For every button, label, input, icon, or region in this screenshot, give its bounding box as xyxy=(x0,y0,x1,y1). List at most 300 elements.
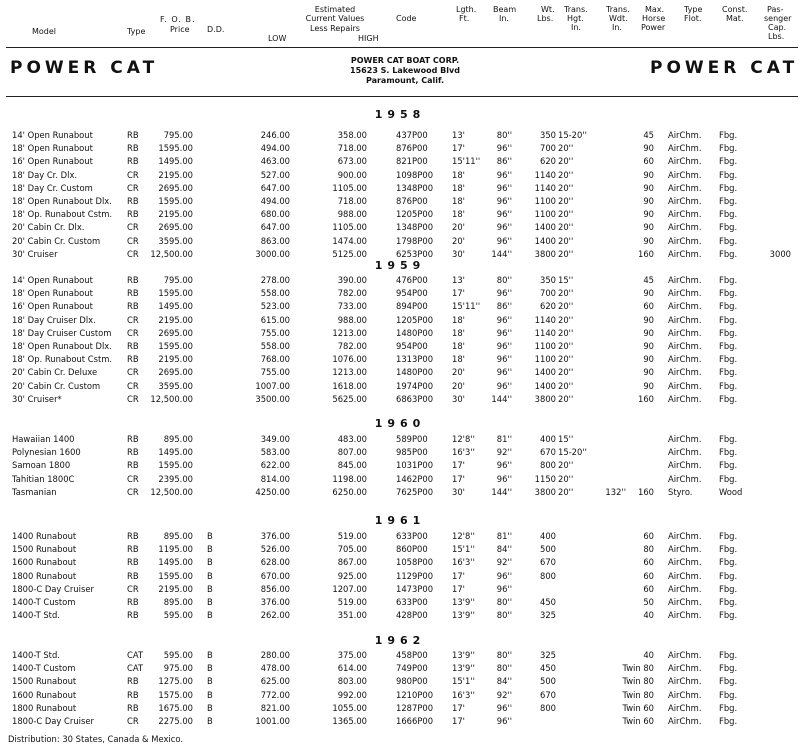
cell-high: 519.00 xyxy=(337,597,367,607)
col-header-wt2: Lbs. xyxy=(537,14,554,23)
cell-beam: 96'' xyxy=(496,235,512,246)
table-row xyxy=(0,142,807,155)
cell-price: 2695.00 xyxy=(158,367,193,378)
cell-beam: 96'' xyxy=(496,169,512,180)
cell-dd: B xyxy=(207,676,213,687)
col-header-trh1: Trans. xyxy=(564,5,588,14)
cell-length: 17' xyxy=(452,143,465,154)
cell-max-hp: 90 xyxy=(643,341,654,351)
col-header-hp2: Horse xyxy=(642,14,666,23)
cell-code: 1480P00 xyxy=(396,327,434,338)
cell-beam: 96'' xyxy=(496,473,512,484)
cell-type: RB xyxy=(127,156,139,167)
cell-dd: B xyxy=(207,650,213,660)
cell-model: 30' Cruiser* xyxy=(12,393,62,404)
cell-high: 803.00 xyxy=(337,676,367,687)
cell-construction: Fbg. xyxy=(719,460,738,471)
cell-low: 3000.00 xyxy=(255,248,290,259)
cell-beam: 80'' xyxy=(496,650,512,660)
cell-beam: 96'' xyxy=(496,288,512,299)
cell-beam: 96'' xyxy=(496,460,512,471)
cell-max-hp: 45 xyxy=(643,130,654,140)
cell-flotation: AirChm. xyxy=(668,583,702,594)
cell-code: 1348P00 xyxy=(396,222,434,233)
cell-length: 18' xyxy=(452,354,465,365)
cell-model: 16' Open Runabout xyxy=(12,301,93,312)
cell-model: 1500 Runabout xyxy=(12,676,77,687)
cell-low: 4250.00 xyxy=(255,486,290,497)
cell-code: 7625P00 xyxy=(396,486,434,497)
cell-type: RB xyxy=(127,288,139,299)
cell-construction: Fbg. xyxy=(719,473,738,484)
cell-high: 1618.00 xyxy=(332,380,367,391)
cell-code: 633P00 xyxy=(396,597,428,607)
cell-model: 18' Day Cr. Dlx. xyxy=(12,169,78,180)
cell-model: 1800-C Day Cruiser xyxy=(12,716,94,726)
cell-low: 526.00 xyxy=(260,544,290,555)
cell-dd: B xyxy=(207,702,213,713)
cell-weight: 620 xyxy=(540,156,556,167)
col-header-hp3: Power xyxy=(641,23,666,32)
cell-high: 733.00 xyxy=(337,301,367,312)
header-rule xyxy=(6,47,798,48)
cell-low: 1001.00 xyxy=(255,716,290,726)
cell-weight: 3800 xyxy=(534,248,556,259)
cell-beam: 80'' xyxy=(496,275,512,285)
table-row xyxy=(0,556,807,569)
table-row xyxy=(0,543,807,556)
cell-length: 20' xyxy=(452,235,465,246)
cell-model: 1800-C Day Cruiser xyxy=(12,583,94,594)
cell-price: 895.00 xyxy=(163,597,193,607)
cell-flotation: AirChm. xyxy=(668,393,702,404)
cell-price: 1195.00 xyxy=(158,544,193,555)
cell-max-hp: 160 xyxy=(638,248,654,259)
cell-low: 625.00 xyxy=(260,676,290,687)
cell-beam: 96'' xyxy=(496,583,512,594)
cell-flotation: AirChm. xyxy=(668,676,702,687)
cell-beam: 96'' xyxy=(496,196,512,206)
cell-max-hp: 90 xyxy=(643,327,654,338)
table-row xyxy=(0,675,807,688)
cell-beam: 84'' xyxy=(496,544,512,555)
cell-construction: Fbg. xyxy=(719,610,738,621)
cell-type: RB xyxy=(127,676,139,687)
cell-trans-height: 20'' xyxy=(558,301,574,312)
cell-type: RB xyxy=(127,689,139,700)
cell-length: 30' xyxy=(452,486,465,497)
cell-weight: 670 xyxy=(540,689,556,700)
cell-construction: Fbg. xyxy=(719,434,738,444)
cell-length: 18' xyxy=(452,314,465,325)
cell-high: 614.00 xyxy=(337,663,367,674)
cell-model: 14' Open Runabout xyxy=(12,275,93,285)
cell-weight: 1100 xyxy=(534,341,556,351)
cell-beam: 80'' xyxy=(496,130,512,140)
cell-high: 519.00 xyxy=(337,531,367,541)
table-row xyxy=(0,473,807,486)
cell-length: 13' xyxy=(452,130,465,140)
cell-beam: 84'' xyxy=(496,676,512,687)
cell-model: 20' Cabin Cr. Dlx. xyxy=(12,222,85,233)
cell-length: 17' xyxy=(452,702,465,713)
cell-trans-height: 20'' xyxy=(558,393,574,404)
cell-trans-height: 15'' xyxy=(558,434,574,444)
cell-flotation: AirChm. xyxy=(668,235,702,246)
cell-price: 1595.00 xyxy=(158,341,193,351)
cell-flotation: AirChm. xyxy=(668,327,702,338)
cell-model: Tahitian 1800C xyxy=(12,473,75,484)
cell-code: 1205P00 xyxy=(396,314,434,325)
cell-max-hp: 90 xyxy=(643,314,654,325)
cell-model: 14' Open Runabout xyxy=(12,130,93,140)
cell-construction: Fbg. xyxy=(719,393,738,404)
cell-flotation: AirChm. xyxy=(668,650,702,660)
cell-high: 1213.00 xyxy=(332,327,367,338)
cell-trans-height: 20'' xyxy=(558,367,574,378)
cell-type: CR xyxy=(127,716,139,726)
cell-max-hp: 60 xyxy=(643,557,654,568)
cell-price: 1595.00 xyxy=(158,460,193,471)
cell-flotation: AirChm. xyxy=(668,222,702,233)
cell-beam: 80'' xyxy=(496,610,512,621)
cell-price: 12,500.00 xyxy=(150,248,193,259)
cell-construction: Fbg. xyxy=(719,663,738,674)
cell-high: 925.00 xyxy=(337,570,367,581)
cell-flotation: AirChm. xyxy=(668,544,702,555)
cell-passenger-cap: 3000 xyxy=(769,248,791,259)
cell-length: 18' xyxy=(452,169,465,180)
table-row xyxy=(0,314,807,327)
table-row xyxy=(0,380,807,393)
cell-high: 6250.00 xyxy=(332,486,367,497)
cell-construction: Fbg. xyxy=(719,676,738,687)
cell-low: 376.00 xyxy=(260,531,290,541)
cell-length: 13'9'' xyxy=(452,663,475,674)
cell-low: 647.00 xyxy=(260,182,290,193)
cell-low: 463.00 xyxy=(260,156,290,167)
cell-high: 1105.00 xyxy=(332,182,367,193)
cell-low: 622.00 xyxy=(260,460,290,471)
cell-type: RB xyxy=(127,130,139,140)
table-row xyxy=(0,459,807,472)
cell-type: RB xyxy=(127,557,139,568)
cell-high: 673.00 xyxy=(337,156,367,167)
cell-length: 13'9'' xyxy=(452,610,475,621)
brand-left: POWER CAT xyxy=(10,58,159,78)
col-header-pas3: Cap. xyxy=(768,23,787,32)
cell-code: 876P00 xyxy=(396,196,428,206)
col-header-low: LOW xyxy=(268,34,287,43)
cell-length: 16'3'' xyxy=(452,557,475,568)
cell-weight: 3800 xyxy=(534,486,556,497)
cell-flotation: AirChm. xyxy=(668,531,702,541)
cell-construction: Fbg. xyxy=(719,143,738,154)
cell-construction: Fbg. xyxy=(719,447,738,458)
table-row xyxy=(0,366,807,379)
cell-max-hp: 50 xyxy=(643,597,654,607)
cell-length: 18' xyxy=(452,196,465,206)
col-header-beam2: In. xyxy=(499,14,509,23)
cell-construction: Fbg. xyxy=(719,570,738,581)
cell-length: 18' xyxy=(452,341,465,351)
cell-dd: B xyxy=(207,570,213,581)
col-header-pas4: Lbs. xyxy=(768,32,785,41)
cell-type: CR xyxy=(127,169,139,180)
cell-beam: 96'' xyxy=(496,143,512,154)
cell-max-hp: Twin 60 xyxy=(622,716,654,726)
cell-model: Tasmanian xyxy=(12,486,57,497)
cell-trans-height: 20'' xyxy=(558,288,574,299)
cell-price: 795.00 xyxy=(163,275,193,285)
cell-type: RB xyxy=(127,301,139,312)
cell-max-hp: 90 xyxy=(643,222,654,233)
cell-dd: B xyxy=(207,663,213,674)
cell-weight: 700 xyxy=(540,288,556,299)
cell-price: 975.00 xyxy=(163,663,193,674)
cell-length: 15'11'' xyxy=(452,301,481,312)
cell-model: 30' Cruiser xyxy=(12,248,58,259)
cell-max-hp: 60 xyxy=(643,301,654,312)
cell-price: 1675.00 xyxy=(158,702,193,713)
cell-price: 2195.00 xyxy=(158,314,193,325)
cell-code: 1666P00 xyxy=(396,716,434,726)
col-header-price: Price xyxy=(170,25,190,34)
cell-high: 718.00 xyxy=(337,196,367,206)
col-header-est3: Less Repairs xyxy=(310,24,360,33)
col-header-fob: F. O. B. xyxy=(160,15,196,24)
cell-low: 558.00 xyxy=(260,288,290,299)
cell-max-hp: 160 xyxy=(638,393,654,404)
cell-dd: B xyxy=(207,716,213,726)
cell-construction: Fbg. xyxy=(719,354,738,365)
col-header-type: Type xyxy=(127,27,146,36)
cell-price: 2195.00 xyxy=(158,169,193,180)
cell-type: RB xyxy=(127,434,139,444)
cell-construction: Fbg. xyxy=(719,327,738,338)
cell-construction: Fbg. xyxy=(719,367,738,378)
cell-high: 358.00 xyxy=(337,130,367,140)
cell-dd: B xyxy=(207,557,213,568)
cell-high: 845.00 xyxy=(337,460,367,471)
cell-low: 670.00 xyxy=(260,570,290,581)
cell-length: 13' xyxy=(452,275,465,285)
cell-weight: 1400 xyxy=(534,222,556,233)
cell-type: CR xyxy=(127,327,139,338)
cell-max-hp: Twin 80 xyxy=(622,663,654,674)
cell-max-hp: 60 xyxy=(643,583,654,594)
col-header-pas1: Pas- xyxy=(767,5,784,14)
cell-price: 1595.00 xyxy=(158,570,193,581)
cell-type: RB xyxy=(127,544,139,555)
cell-code: 1480P00 xyxy=(396,367,434,378)
cell-length: 16'3'' xyxy=(452,689,475,700)
cell-type: RB xyxy=(127,196,139,206)
cell-flotation: AirChm. xyxy=(668,275,702,285)
table-row xyxy=(0,446,807,459)
cell-code: 476P00 xyxy=(396,275,428,285)
table-row xyxy=(0,208,807,221)
cell-construction: Fbg. xyxy=(719,341,738,351)
col-header-code: Code xyxy=(396,14,417,23)
cell-flotation: AirChm. xyxy=(668,447,702,458)
cell-code: 876P00 xyxy=(396,143,428,154)
cell-flotation: AirChm. xyxy=(668,156,702,167)
cell-price: 12,500.00 xyxy=(150,486,193,497)
cell-code: 980P00 xyxy=(396,676,428,687)
cell-code: 1129P00 xyxy=(396,570,434,581)
cell-high: 483.00 xyxy=(337,434,367,444)
cell-trans-height: 20'' xyxy=(558,473,574,484)
address-line: POWER CAT BOAT CORP. xyxy=(350,56,460,65)
cell-high: 705.00 xyxy=(337,544,367,555)
col-header-dd: D.D. xyxy=(207,25,225,34)
cell-length: 18' xyxy=(452,182,465,193)
cell-code: 1313P00 xyxy=(396,354,434,365)
cell-max-hp: 90 xyxy=(643,196,654,206)
cell-type: RB xyxy=(127,570,139,581)
cell-type: RB xyxy=(127,702,139,713)
cell-trans-height: 20'' xyxy=(558,327,574,338)
cell-high: 1365.00 xyxy=(332,716,367,726)
cell-trans-height: 20'' xyxy=(558,209,574,220)
cell-beam: 96'' xyxy=(496,222,512,233)
table-row xyxy=(0,433,807,446)
cell-model: 1500 Runabout xyxy=(12,544,77,555)
col-header-flot2: Flot. xyxy=(684,14,702,23)
cell-type: RB xyxy=(127,341,139,351)
cell-type: CR xyxy=(127,486,139,497)
cell-trans-height: 20'' xyxy=(558,143,574,154)
cell-high: 1076.00 xyxy=(332,354,367,365)
cell-high: 1213.00 xyxy=(332,367,367,378)
cell-max-hp: 90 xyxy=(643,143,654,154)
cell-beam: 96'' xyxy=(496,327,512,338)
cell-weight: 1400 xyxy=(534,235,556,246)
cell-weight: 800 xyxy=(540,460,556,471)
cell-code: 633P00 xyxy=(396,531,428,541)
cell-flotation: AirChm. xyxy=(668,354,702,365)
cell-max-hp: Twin 60 xyxy=(622,702,654,713)
cell-beam: 80'' xyxy=(496,663,512,674)
cell-max-hp: 160 xyxy=(638,486,654,497)
cell-weight: 670 xyxy=(540,557,556,568)
cell-price: 2695.00 xyxy=(158,182,193,193)
cell-construction: Fbg. xyxy=(719,156,738,167)
cell-length: 17' xyxy=(452,583,465,594)
cell-weight: 1140 xyxy=(534,327,556,338)
cell-low: 494.00 xyxy=(260,196,290,206)
brand-rule xyxy=(6,96,798,97)
cell-trans-height: 15-20'' xyxy=(558,447,587,458)
cell-price: 895.00 xyxy=(163,434,193,444)
cell-type: RB xyxy=(127,610,139,621)
cell-high: 5125.00 xyxy=(332,248,367,259)
cell-construction: Fbg. xyxy=(719,209,738,220)
cell-low: 628.00 xyxy=(260,557,290,568)
cell-beam: 92'' xyxy=(496,689,512,700)
cell-max-hp: 90 xyxy=(643,288,654,299)
cell-type: RB xyxy=(127,354,139,365)
cell-flotation: AirChm. xyxy=(668,380,702,391)
table-row xyxy=(0,287,807,300)
cell-high: 1105.00 xyxy=(332,222,367,233)
cell-code: 6253P00 xyxy=(396,248,434,259)
cell-low: 1007.00 xyxy=(255,380,290,391)
cell-price: 2195.00 xyxy=(158,209,193,220)
cell-flotation: AirChm. xyxy=(668,716,702,726)
cell-code: 1098P00 xyxy=(396,169,434,180)
cell-weight: 3800 xyxy=(534,393,556,404)
table-row xyxy=(0,715,807,728)
cell-low: 478.00 xyxy=(260,663,290,674)
cell-max-hp: 90 xyxy=(643,380,654,391)
cell-code: 589P00 xyxy=(396,434,428,444)
cell-model: 1400-T Custom xyxy=(12,663,76,674)
cell-high: 988.00 xyxy=(337,209,367,220)
cell-dd: B xyxy=(207,531,213,541)
col-header-mat2: Mat. xyxy=(726,14,744,23)
cell-type: RB xyxy=(127,209,139,220)
table-row xyxy=(0,169,807,182)
cell-beam: 86'' xyxy=(496,156,512,167)
cell-model: 1400-T Std. xyxy=(12,650,60,660)
col-header-pas2: senger xyxy=(764,14,792,23)
cell-flotation: AirChm. xyxy=(668,689,702,700)
cell-low: 647.00 xyxy=(260,222,290,233)
cell-beam: 92'' xyxy=(496,447,512,458)
cell-beam: 144'' xyxy=(491,393,512,404)
cell-length: 15'1'' xyxy=(452,544,475,555)
cell-high: 5625.00 xyxy=(332,393,367,404)
cell-trans-height: 15'' xyxy=(558,275,574,285)
table-row xyxy=(0,340,807,353)
cell-code: 1031P00 xyxy=(396,460,434,471)
cell-low: 755.00 xyxy=(260,367,290,378)
cell-flotation: AirChm. xyxy=(668,130,702,140)
cell-beam: 96'' xyxy=(496,702,512,713)
cell-high: 782.00 xyxy=(337,288,367,299)
cell-model: 18' Open Runabout xyxy=(12,143,93,154)
cell-high: 1198.00 xyxy=(332,473,367,484)
cell-beam: 96'' xyxy=(496,367,512,378)
cell-price: 795.00 xyxy=(163,130,193,140)
cell-price: 1275.00 xyxy=(158,676,193,687)
cell-length: 20' xyxy=(452,367,465,378)
cell-beam: 96'' xyxy=(496,341,512,351)
cell-model: 16' Open Runabout xyxy=(12,156,93,167)
cell-construction: Fbg. xyxy=(719,301,738,312)
cell-construction: Fbg. xyxy=(719,689,738,700)
cell-low: 821.00 xyxy=(260,702,290,713)
cell-beam: 96'' xyxy=(496,209,512,220)
cell-trans-height: 20'' xyxy=(558,156,574,167)
cell-construction: Fbg. xyxy=(719,650,738,660)
cell-weight: 800 xyxy=(540,570,556,581)
cell-length: 20' xyxy=(452,380,465,391)
cell-low: 376.00 xyxy=(260,597,290,607)
cell-beam: 144'' xyxy=(491,248,512,259)
cell-code: 954P00 xyxy=(396,288,428,299)
cell-high: 1474.00 xyxy=(332,235,367,246)
cell-high: 1055.00 xyxy=(332,702,367,713)
cell-trans-height: 20'' xyxy=(558,341,574,351)
cell-model: 18' Day Cruiser Dlx. xyxy=(12,314,96,325)
cell-trans-height: 20'' xyxy=(558,460,574,471)
cell-length: 13'9'' xyxy=(452,650,475,660)
cell-type: CR xyxy=(127,583,139,594)
cell-low: 280.00 xyxy=(260,650,290,660)
